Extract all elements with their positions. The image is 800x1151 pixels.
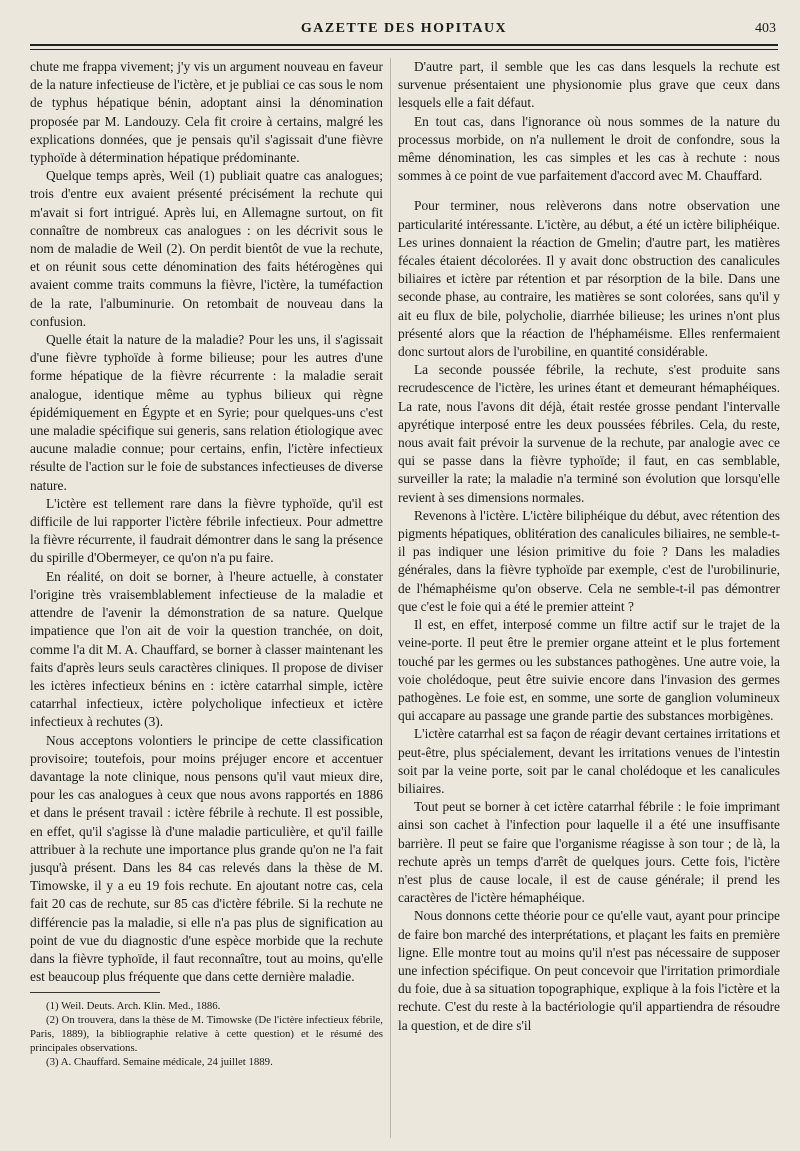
paragraph: Revenons à l'ictère. L'ictère biliphéique du début, avec rétention des pigments hépatiques, oblitération des canalicules biliaires, ne semble-t-il pas indiquer une lésion primitive du foie ? Dans les maladies générales, dans la fièvre typhoïde par exemple, c'est de l'urobilinurie, de l'hémaphéisme qu'on observe. Cela ne semble-t-il pas démontrer que c'est le foie qui a été le premier atteint ?: [398, 507, 780, 614]
right-column: [398, 58, 780, 1035]
paragraph: En réalité, on doit se borner, à l'heure actuelle, à constater l'origine très vraisemblablement infectieuse de la maladie et attendre de l'avenir la démonstration de sa nature. Quelque impatience que l'on ait de voir la question tranchée, on doit, comme l'a dit M. A. Chauffard, se borner à classer maintenant les faits d'après leurs seuls caractères cliniques. Il propose de diviser les ictères infectieux bénins en : ictère catarrhal simple, ictère catarrhal infectieux, ictère polycholique infectieux et ictère infectieux à rechutes (3).: [30, 568, 383, 730]
header-rule-thin: [30, 49, 778, 50]
section-gap: [398, 185, 780, 197]
paragraph: D'autre part, il semble que les cas dans lesquels la rechute est survenue présentaient une physionomie plus grave que ceux dans lesquels elle a fait défaut.: [398, 59, 780, 111]
paragraph: Quelle était la nature de la maladie? Pour les uns, il s'agissait d'une fièvre typhoïde à forme bilieuse; pour les autres d'une forme hépatique de la fièvre récurrente : la maladie serait analogue, identique même au typhus bilieux qui règne épidémiquement en Égypte et en Syrie; pour quelques-uns c'est une maladie spécifique sui generis, sans relation étiologique avec aucune maladie connue; pour certains, enfin, l'ictère infectieux résulte de l'action sur le foie de substances infectieuses de diverse nature.: [30, 332, 383, 493]
paragraph: En tout cas, dans l'ignorance où nous sommes de la nature du processus morbide, on n'a nullement le droit de confondre, sous la même dénomination, les cas simples et les cas à rechute : nous sommes à ce point de vue parfaitement d'accord avec M. Chauffard.: [398, 113, 780, 184]
column-divider: [390, 58, 391, 1138]
paragraph: Quelque temps après, Weil (1) publiait quatre cas analogues; trois d'entre eux avaient présenté précisément la rechute qui m'avait si fort intrigué. Après lui, en Allemagne surtout, on fit connaître de nombreux cas analogues : on les décrivit sous le nom de maladie de Weil (2). On perdit bientôt de vue la rechute, et on réunit sous cette dénomination des faits hétérogènes qui avaient comme traits communs la fièvre, l'ictère, la tuméfaction de la rate, l'albuminurie. On retombait de nouveau dans la confusion.: [30, 168, 383, 329]
footnote-rule: [30, 992, 160, 993]
journal-title: GAZETTE DES HOPITAUX: [300, 21, 508, 36]
paragraph: L'ictère catarrhal est sa façon de réagir devant certaines irritations et peut-être, plus spécialement, devant les irritations venues de l'intestin soit par la veine porte, soit par le canal cholédoque et les canalicules biliaires.: [398, 726, 780, 796]
running-header: [30, 18, 778, 42]
paragraph: Nous donnons cette théorie pour ce qu'elle vaut, ayant pour principe de faire bon marché des interprétations, et plaçant les faits en première ligne. Elle montre tout au moins qu'il n'est pas nécessaire de supposer une infection spécifique. On peut concevoir que l'irritation primordiale du foie, due à sa situation topographique, explique à la fois l'ictère et la rechute. C'est du reste à la bactériologie qu'il appartiendra de résoudre la question, et de dire s'il: [398, 908, 780, 1033]
footnote: (2) On trouvera, dans la thèse de M. Timowske (De l'ictère infectieux fébrile, Paris, 1889), la bibliographie relative à cette question) et le résumé des principales observations.: [30, 1014, 383, 1055]
left-column: [30, 58, 383, 1069]
paragraph: Il est, en effet, interposé comme un filtre actif sur le trajet de la veine-porte. Il peut être le premier organe atteint et le plus fortement touché par les germes ou les substances pathogènes. Une autre voie, la voie cholédoque, peut être suivie encore dans l'invasion des germes pathogènes. Le foie est, en somme, une sorte de ganglion volumineux qui accapare au passage une grande partie des substances morbigènes.: [398, 617, 780, 724]
footnote: (3) A. Chauffard. Semaine médicale, 24 juillet 1889.: [46, 1056, 273, 1069]
page-number: 403: [755, 21, 776, 36]
header-rule-thick: [30, 44, 778, 46]
paragraph: Pour terminer, nous relèverons dans notre observation une particularité intéressante. L'ictère, au début, a été un ictère biliphéique. Les urines donnaient la réaction de Gmelin; d'autre part, les matières fécales étaient décolorées. Il y avait donc obstruction des canalicules biliaires et ictère par rétention et par résorption de la bile. Dans une seconde phase, au contraire, les matières se sont colorées, sans qu'il y ait eu flux de bile, polycholie, diarrhée bilieuse; les urines n'ont plus présenté alors que la réaction de l'héphaméisme. Elles renfermaient donc surtout alors de l'urobiline, en quantité considérable.: [398, 198, 780, 360]
paragraph: L'ictère est tellement rare dans la fièvre typhoïde, qu'il est difficile de lui rapporter l'ictère fébrile infectieux. Pour admettre la fièvre récurrente, il faudrait démontrer dans le sang la présence du spirille d'Obermeyer, ce qu'on n'a pu faire.: [30, 495, 383, 566]
paragraph: chute me frappa vivement; j'y vis un argument nouveau en faveur de la nature infectieuse de l'ictère, et je publiai ce cas sous le nom de typhus hépatique bénin, adoptant ainsi la dénomination proposée par M. Landouzy. Cela fit croire à certains, malgré les explications données, que je pensais qu'il s'agissait d'une fièvre typhoïde à détermination hépatique prédominante.: [30, 59, 383, 166]
paragraph: Nous acceptons volontiers le principe de cette classification provisoire; toutefois, pour moins préjuger encore et accentuer davantage la note clinique, nous pensons qu'il vaut mieux dire, pour les cas analogues à ceux que nous avons rapportés en 1886 et dans le présent travail : ictère fébrile à rechute. Il est possible, en effet, qu'il s'agisse là d'une maladie particulière, et qu'il faille attribuer à la rechute une importance plus grande qu'on ne l'a fait jusqu'à présent. Dans les 84 cas relevés dans la thèse de M. Timowske, il y a eu 19 fois rechute. En ajoutant notre cas, cela fait 20 cas de rechute, sur 85 cas d'ictère fébrile. Si la rechute ne différencie pas la maladie, si elle n'a pas plus de signification au point de vue du diagnostic d'une espèce morbide que la rechute dans la fièvre typhoïde, il faut reconnaître, tout au moins, qu'elle est beaucoup plus fréquente que dans cette dernière maladie.: [30, 732, 383, 985]
paragraph: Tout peut se borner à cet ictère catarrhal fébrile : le foie imprimant ainsi son cachet à l'infection pour laquelle il a été une insuffisante barrière. Il peut se faire que l'organisme réagisse à son tour ; de là, la rechute après un temps d'arrêt de quelques jours. Cette fois, l'ictère n'est plus de cause locale, il est de cause générale; il prend les caractères de l'ictère hémaphéique.: [398, 799, 780, 906]
footnote: (1) Weil. Deuts. Arch. Klin. Med., 1886.: [46, 1000, 221, 1013]
paragraph: La seconde poussée fébrile, la rechute, s'est produite sans recrudescence de l'ictère, les urines étant et demeurant hémaphéiques. La rate, nous l'avons dit déjà, était restée grosse pendant l'intervalle apyrétique interposé entre les deux poussées fébriles. Cela, du reste, nous avait fait prévoir la survenue de la rechute, par analogie avec ce qui se passe dans la fièvre typhoïde; il faut, en cas semblable, surveiller la rate; la maladie n'a terminé son évolution que lorsqu'elle revient à ses dimensions normales.: [398, 362, 780, 505]
